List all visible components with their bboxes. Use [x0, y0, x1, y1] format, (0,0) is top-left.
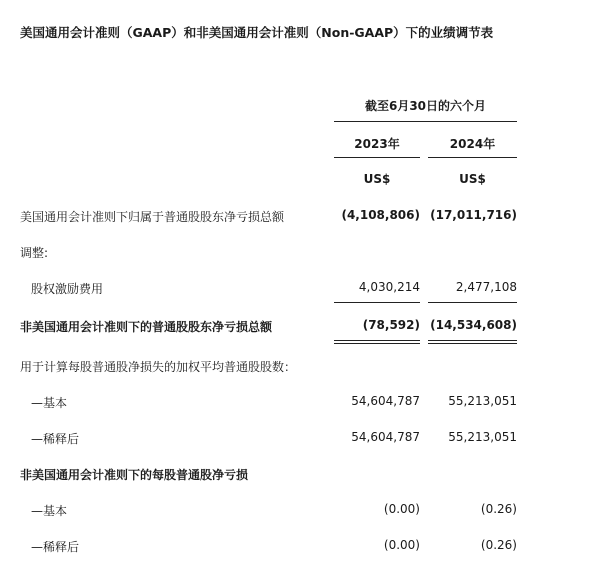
row-gaap-net-loss-2023: (4,108,806): [341, 208, 420, 222]
subtotal-rule-2024: [428, 302, 517, 303]
row-nongaap-net-loss-2023: (78,592): [362, 318, 420, 332]
row-share-comp-2023: 4,030,214: [358, 280, 420, 294]
row-per-share-label: 非美国通用会计准则下的每股普通股净亏损: [20, 468, 249, 482]
total-double-rule-2024: [428, 340, 517, 344]
currency-2023: US$: [363, 172, 391, 186]
row-eps-diluted-label: —稀释后: [31, 540, 80, 554]
subtotal-rule-2023: [334, 302, 420, 303]
currency-2024: US$: [459, 172, 486, 186]
row-gaap-net-loss-label: 美国通用会计准则下归属于普通股股东净亏损总额: [20, 210, 285, 224]
row-nongaap-net-loss-2024: (14,534,608): [430, 318, 517, 332]
row-nongaap-net-loss-label: 非美国通用会计准则下的普通股股东净亏损总额: [20, 320, 273, 334]
row-adjustments-label: 调整:: [20, 246, 49, 260]
row-eps-diluted-2023: (0.00): [383, 538, 420, 552]
row-eps-basic-2023: (0.00): [383, 502, 420, 516]
row-shares-diluted-label: —稀释后: [31, 432, 80, 446]
report-title: 美国通用会计准则（GAAP）和非美国通用会计准则（Non-GAAP）下的业绩调节表: [20, 25, 494, 40]
row-shares-diluted-2024: 55,213,051: [448, 430, 517, 444]
year-2024-header: 2024年: [449, 137, 496, 151]
row-shares-diluted-2023: 54,604,787: [351, 430, 420, 444]
row-shares-basic-label: —基本: [31, 396, 68, 410]
row-eps-basic-2024: (0.26): [480, 502, 517, 516]
row-shares-basic-2024: 55,213,051: [448, 394, 517, 408]
row-eps-basic-label: —基本: [31, 504, 68, 518]
row-share-comp-2024: 2,477,108: [455, 280, 517, 294]
period-header: 截至6月30日的六个月: [364, 99, 487, 113]
row-share-comp-label: 股权激励费用: [31, 282, 104, 296]
row-gaap-net-loss-2024: (17,011,716): [430, 208, 517, 222]
row-shares-basic-2023: 54,604,787: [351, 394, 420, 408]
year-2023-rule: [334, 157, 420, 158]
row-eps-diluted-2024: (0.26): [480, 538, 517, 552]
year-2024-rule: [428, 157, 517, 158]
total-double-rule-2023: [334, 340, 420, 344]
year-2023-header: 2023年: [354, 137, 400, 151]
header-rule: [334, 121, 517, 122]
row-weighted-shares-label: 用于计算每股普通股净损失的加权平均普通股股数：: [20, 360, 297, 374]
